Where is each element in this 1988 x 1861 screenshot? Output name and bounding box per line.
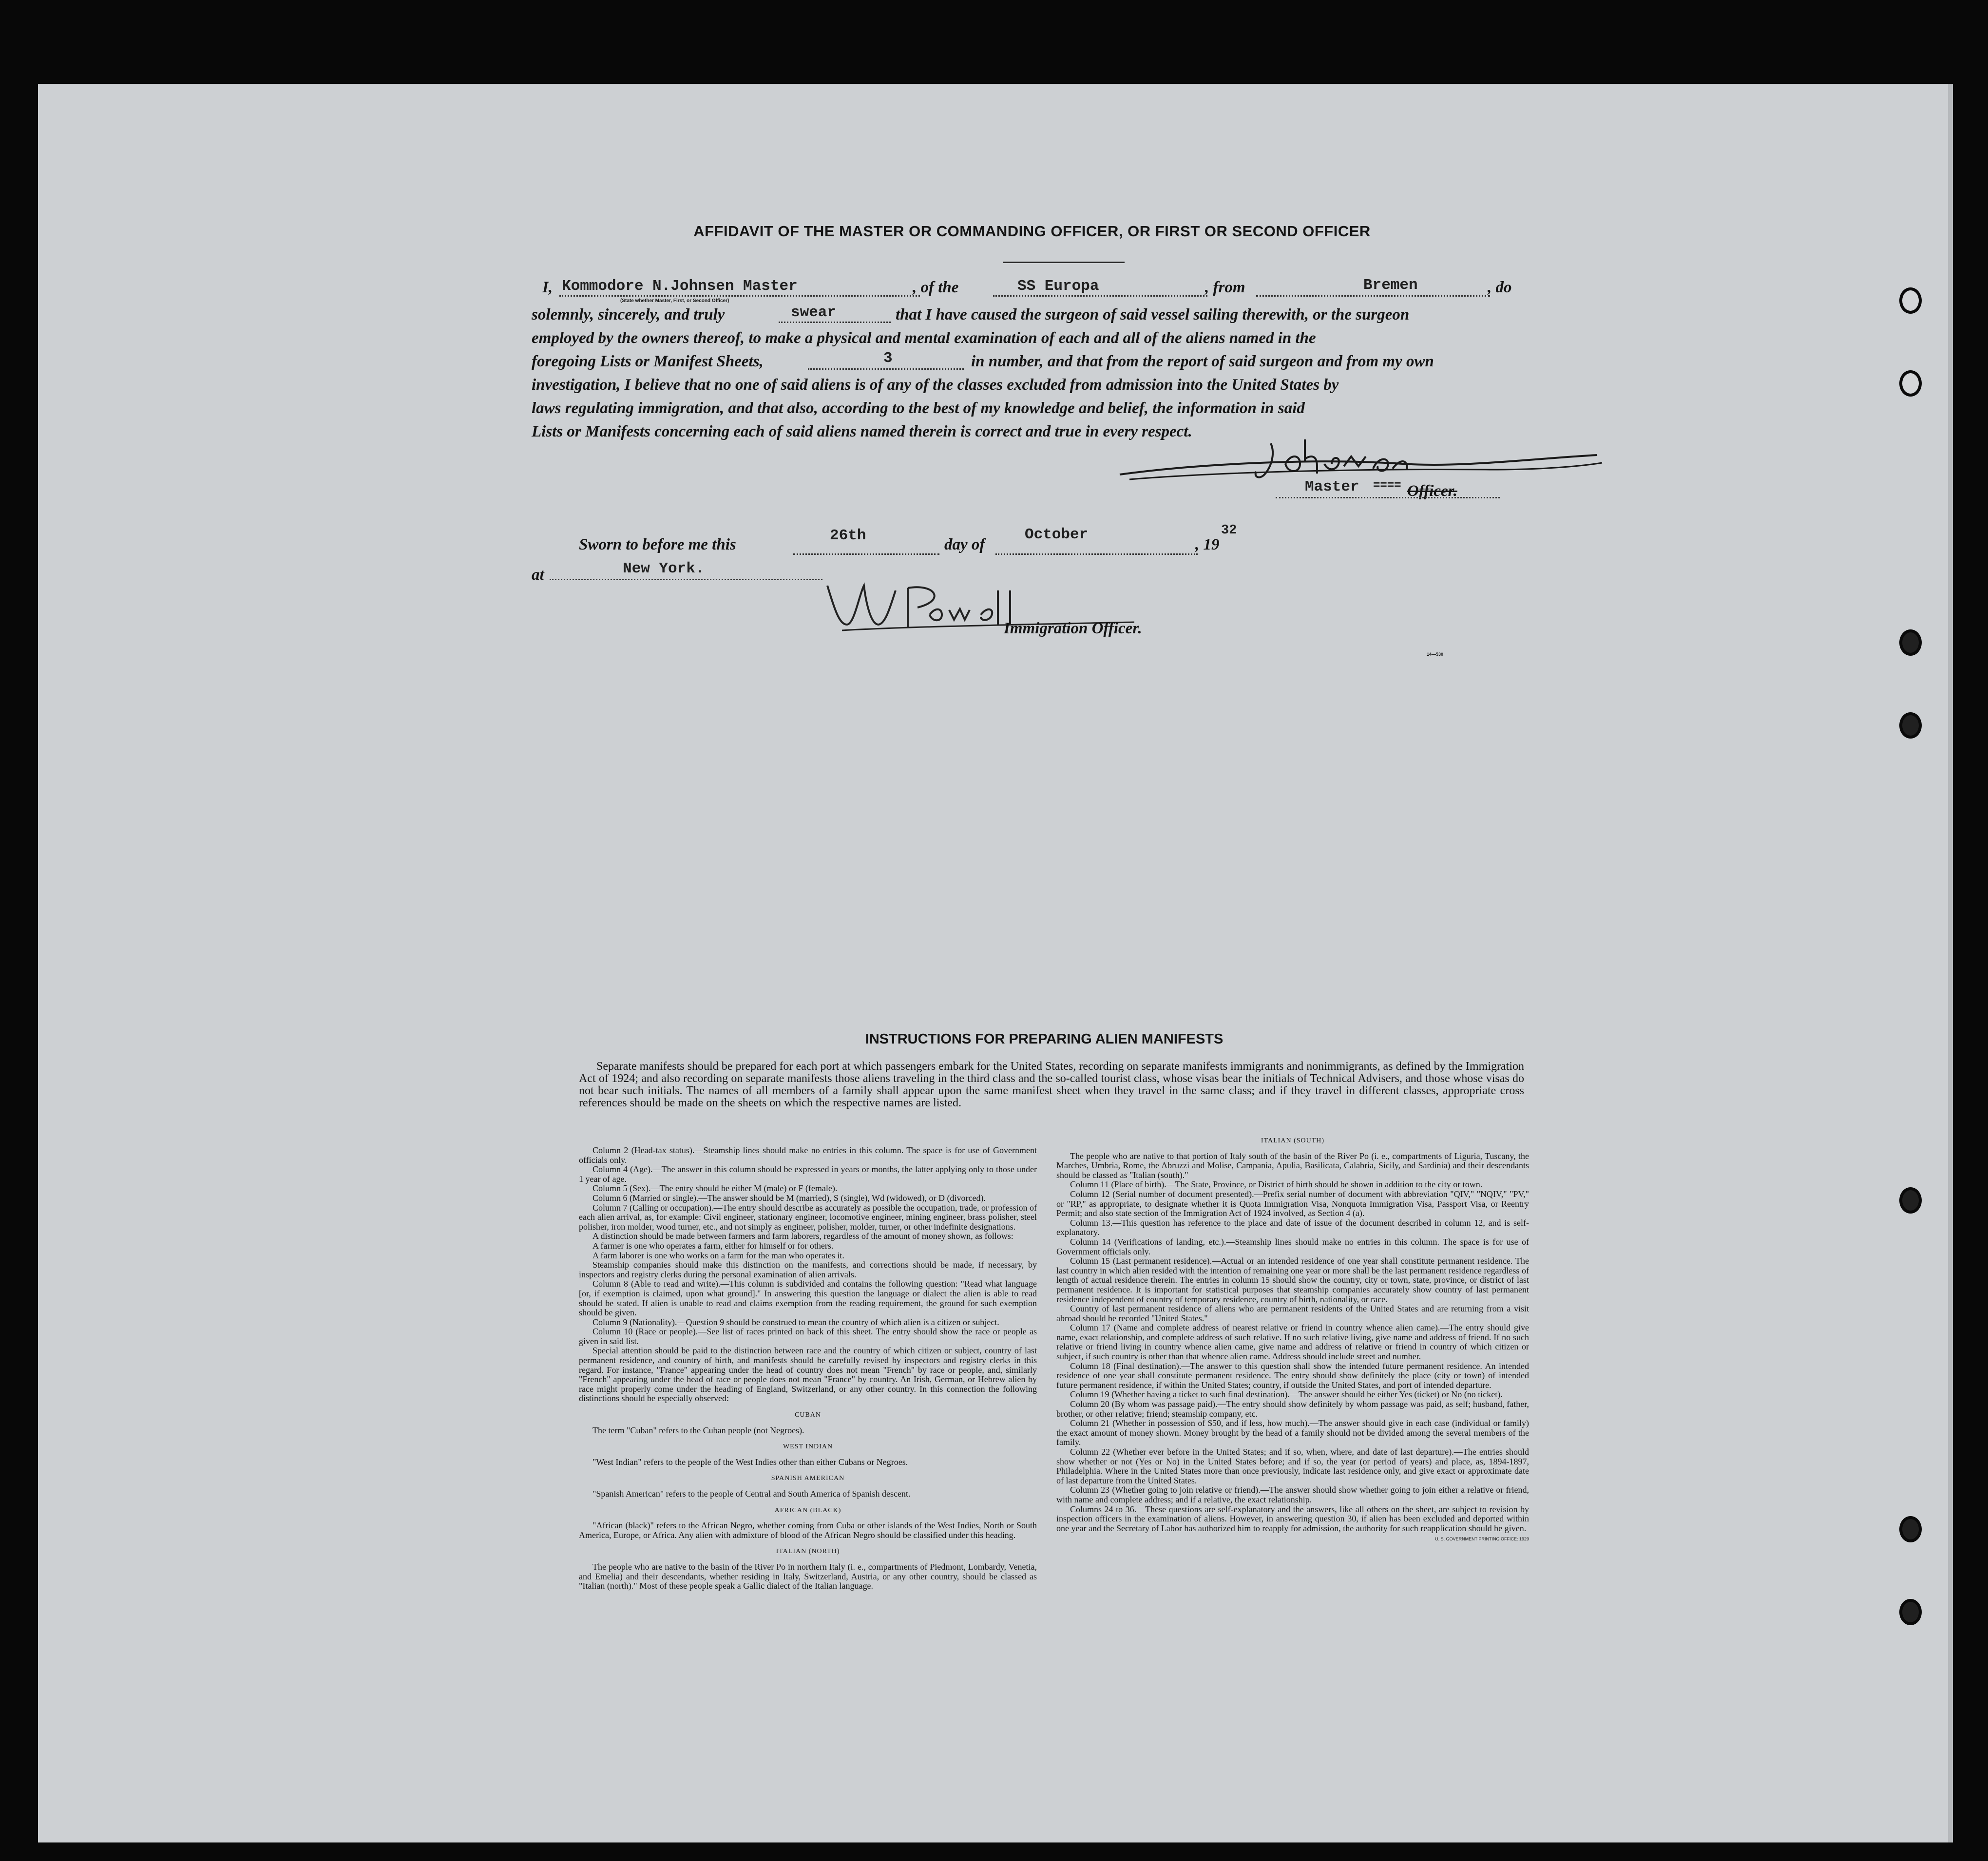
right-p24: Columns 24 to 36.—These questions are self-explanatory and the answers, like all others on the sheet, are subject to revision by inspection officers in the examination of aliens. However, in answering question 30, if alien has been excluded and deported within one year and the Secretary of Labor has authorized him to reapply for admission, the authority for such reapplication should be given. [1056,1504,1529,1533]
heading-west-indian: WEST INDIAN [783,1443,833,1451]
right-p20: Column 20 (By whom was passage paid).—The entry should show definitely by whom passage was paid, as self; husband, father, brother, or other relative; friend; steamship company, etc. [1056,1399,1529,1419]
sworn-label: Sworn to before me this [579,536,736,553]
master-typed: Master [1305,478,1359,495]
binder-hole [1899,1187,1922,1214]
form-number: 14—530 [1427,652,1444,657]
month-line [995,552,1198,555]
heading-cuban: CUBAN [794,1411,821,1419]
left-p11: Column 9 (Nationality).—Question 9 should be construed to mean the country of which alien is a citizen or subject. [593,1317,999,1327]
instructions-right-column [1056,1136,1529,1544]
of-the-label: , of the [913,279,959,296]
binder-hole [1899,287,1922,314]
left-p4: Column 6 (Married or single).—The answer should be M (married), S (single), Wd (widowed), or D (divorced). [593,1193,986,1203]
right-p23: Column 23 (Whether going to join relative or friend).—The answer should show whether going to join either a relative or friend, with name and complete address; and if a relative, the exact relationship. [1056,1485,1529,1504]
affidavit-line3: employed by the owners thereof, to make a physical and mental examination of each and all of the aliens named in the [532,329,1316,347]
officer-name-value: Kommodore N.Johnsen Master [562,278,798,295]
left-p12: Column 10 (Race or people).—See list of races printed on back of this sheet. The entry should show the race or people as given in said list. [579,1327,1037,1346]
binder-hole [1899,712,1922,739]
heading-spanish-american: SPANISH AMERICAN [771,1475,845,1482]
left-p7: A farmer is one who operates a farm, either for himself or for others. [593,1240,834,1251]
place-value: New York. [623,560,705,577]
right-p11: Column 11 (Place of birth).—The State, Province, or District of birth should be shown in addition to the city or town. [1070,1179,1483,1190]
vessel-value: SS Europa [1017,278,1099,295]
right-p12: Column 12 (Serial number of document presented).—Prefix serial number of document with abbreviation "QIV," "NQIV," "PV," or "RP," as appropriate, to designate whether it is Quota Immigration Visa, Nonquota Immigration Visa, Passport Visa, or Reentry Permit; and also state section of the Immigration Act of 1924 involved, as Section 4 (a). [1056,1189,1529,1218]
right-p19: Column 19 (Whether having a ticket to such final destination).—The answer should be either Yes (ticket) or No (no ticket). [1070,1389,1503,1400]
right-p15b: Country of last permanent residence of aliens who are permanent residents of the United States and are returning from a visit abroad should be recorded "United States." [1056,1304,1529,1323]
affidavit-line6: laws regulating immigration, and that also, according to the best of my knowledge and belief, the information in said [532,399,1305,417]
right-p21: Column 21 (Whether in possession of $50, and if less, how much).—The answer should give in each case (individual or family) the exact amount of money shown. Money brought by the head of a family should not be divided among the several members of the family. [1056,1418,1529,1447]
sheets-line [808,367,964,370]
printer-line: U. S. GOVERNMENT PRINTING OFFICE: 1929 [1435,1537,1529,1542]
immigration-officer-label: Immigration Officer. [1004,620,1142,637]
at-label: at [532,566,544,584]
para-italian-south: The people who are native to that portion of Italy south of the basin of the River Po (i. e., compartments of Liguria, Tuscany, the Marches, Umbria, Rome, the Abruzzi and Molise, Campania, Apulia, Basilicata, Calabria, Sicily, and Sardinia) and their descendants should be classed as "Italian (south)." [1056,1151,1529,1180]
port-value: Bremen [1363,277,1418,294]
port-line [1256,294,1490,297]
affidavit-line5: investigation, I believe that no one of said aliens is of any of the classes excluded from admission into the United States by [532,376,1339,394]
place-line [550,578,822,580]
left-p10: Column 8 (Able to read and write).—This column is subdivided and contains the following question: "Read what language [or, if exemption is claimed, upon what ground]." In answering this question the language or dialect the alien is able to read should be stated. If alien is unable to read and claims exemption from the reading requirement, the ground for such exemption should be given. [579,1279,1037,1318]
day-line [793,552,939,555]
manifest-sheet [38,84,1953,1842]
instructions-title: INSTRUCTIONS FOR PREPARING ALIEN MANIFESTS [865,1031,1223,1047]
solemnly-text: solemnly, sincerely, and truly [532,306,725,323]
para-african: "African (black)" refers to the African Negro, whether coming from Cuba or other islands of the West Indies, North or South America, Europe, or Africa. Any alien with admixture of blood of the African Negro should be classified under this heading. [579,1520,1037,1540]
affidavit-line4a: foregoing Lists or Manifest Sheets, [532,353,764,370]
year-suffix: 32 [1221,523,1237,538]
instructions-intro: Separate manifests should be prepared for each port at which passengers embark for the United States, recording on separate manifests immigrants and nonimmigrants, as defined by the Immigration Act of 1924; and also recording on separate manifests those aliens traveling in the third class and the so-called tourist class, whose visas bear the initials of Technical Advisers, and those whose visas do not bear such initials. The names of all members of a family shall appear upon the same manifest sheet when they travel in the same class; and if they travel in different classes, appropriate cross references should be made on the sheets on which the respective names are listed. [579,1060,1524,1109]
para-cuban: The term "Cuban" refers to the Cuban people (not Negroes). [593,1425,804,1435]
para-west-indian: "West Indian" refers to the people of the West Indies other than either Cubans or Negroes. [593,1457,908,1467]
oath-value: swear [791,304,837,321]
left-p3: Column 5 (Sex).—The entry should be either M (male) or F (female). [593,1183,838,1194]
binder-hole [1899,370,1922,397]
vessel-line [993,294,1207,297]
from-label: , from [1205,279,1245,296]
para-spanish-american: "Spanish American" refers to the people of Central and South America of Spanish descent. [593,1489,911,1499]
affidavit-i: I, [542,279,553,296]
year-prefix: , 19 [1195,536,1220,553]
heading-italian-north: ITALIAN (NORTH) [776,1548,840,1556]
sheets-value: 3 [883,350,893,367]
heading-italian-south: ITALIAN (SOUTH) [1261,1137,1325,1144]
affidavit-title: AFFIDAVIT OF THE MASTER OR COMMANDING OFFICER, OR FIRST OR SECOND OFFICER [693,223,1371,240]
binder-hole [1899,1516,1922,1542]
title-line [1276,496,1500,498]
officer-strike: ==== [1373,479,1401,493]
binder-hole [1899,1599,1922,1625]
right-p18: Column 18 (Final destination).—The answer to this question shall show the intended future permanent residence. An intended residence of one year shall constitute permanent residence. The entry should show definitely the place (city or town) of intended future permanent residence, if within the United States; country, if outside the United States, and port of intended departure. [1056,1361,1529,1390]
left-p9: Steamship companies should make this distinction on the manifests, and corrections should be made, if necessary, by inspectors and registry clerks during the personal examination of alien arrivals. [579,1260,1037,1279]
instructions-left-column [579,1146,1037,1591]
binder-hole [1899,629,1922,656]
affidavit-line2: that I have caused the surgeon of said vessel sailing therewith, or the surgeon [896,306,1410,323]
day-of-label: day of [944,536,985,553]
oath-line [779,321,891,323]
affidavit-line4b: in number, and that from the report of said surgeon and from my own [971,353,1434,370]
month-value: October [1025,526,1089,543]
officer-label: Officer. [1407,482,1457,500]
left-p13: Special attention should be paid to the distinction between race and the country of which citizen or subject, country of last permanent residence, and country of birth, and manifests should be carefully revised by inspectors and registry clerks in this regard. For instance, "France" appearing under the head of country does not mean "French" by race or people, and, similarly "French" appearing under the head of race or people does not mean "France" by country. An Irish, German, or Hebrew alien by race might properly come under the heading of England, Switzerland, or any other country. In this connection the following distinctions should be especially observed: [579,1346,1037,1404]
right-p22: Column 22 (Whether ever before in the United States; and if so, when, where, and date of last departure).—The entries should show whether or not (Yes or No) in the United States before; and if so, the year (or period of years) and place, as, 1894-1897, Philadelphia. Where in the United States more than once previously, indicate last residence only, and give exact or approximate date of last departure from the United States. [1056,1447,1529,1485]
right-p13: Column 13.—This question has reference to the place and date of issue of the document described in column 12, and is self-explanatory. [1056,1217,1529,1237]
left-p8: A farm laborer is one who works on a farm for the man who operates it. [593,1250,844,1260]
officer-name-line [559,294,920,297]
officer-hint: (State whether Master, First, or Second Officer) [620,298,729,304]
heading-african: AFRICAN (BLACK) [774,1506,841,1514]
para-italian-north: The people who are native to the basin of the River Po in northern Italy (i. e., compartments of Piedmont, Lombardy, Venetia, and Emelia) and their descendants, whether residing in Italy, Switzerland, Austria, or any other country, should be classed as "Italian (north)." Most of these people speak a Gallic dialect of the Italian language. [579,1561,1037,1591]
do-label: , do [1488,279,1512,296]
title-rule [1003,262,1125,263]
right-p17: Column 17 (Name and complete address of nearest relative or friend in country whence alien came).—The entry should give name, exact relationship, and complete address of such relative. If no such relative living, give name and address of friend. If no such relative or friend living in country whence alien came, give name and address of relative or friend in country of which citizen or subject, if such country is other than that whence alien came. Address should include street and number. [1056,1323,1529,1362]
affidavit-line7: Lists or Manifests concerning each of said aliens named therein is correct and true in every respect. [532,423,1192,440]
left-p2: Column 4 (Age).—The answer in this column should be expressed in years or months, the latter applying only to those under 1 year of age. [579,1164,1037,1184]
right-p14: Column 14 (Verifications of landing, etc.).—Steamship lines should make no entries in this column. The space is for use of Government officials only. [1056,1236,1529,1256]
left-p6: A distinction should be made between farmers and farm laborers, regardless of the amount of money shown, as follows: [593,1231,1013,1241]
right-p15: Column 15 (Last permanent residence).—Actual or an intended residence of one year shall constitute permanent residence. The last country in which alien resided with the intention of remaining one year or more shall be the last permanent residence regardless of length of actual residence therein. The entries in column 15 should show the country, city or town, state, province, or district of last permanent residence. It is important for statistical purposes that steamship companies accurately show country of last permanent residence independent of country of temporary residence, country of birth, nationality, or race. [1056,1256,1529,1304]
left-p5: Column 7 (Calling or occupation).—The entry should describe as accurately as possible the occupation, trade, or profession of each alien arrival, as, for example: Civil engineer, stationary engineer, locomotive engineer, mining engineer, brass polisher, steel polisher, iron molder, wood turner, etc., and not simply as engineer, polisher, molder, turner, or other indefinite designations. [579,1202,1037,1232]
day-value: 26th [830,527,866,544]
left-p1: Column 2 (Head-tax status).—Steamship lines should make no entries in this column. The space is for use of Government officials only. [579,1145,1037,1165]
